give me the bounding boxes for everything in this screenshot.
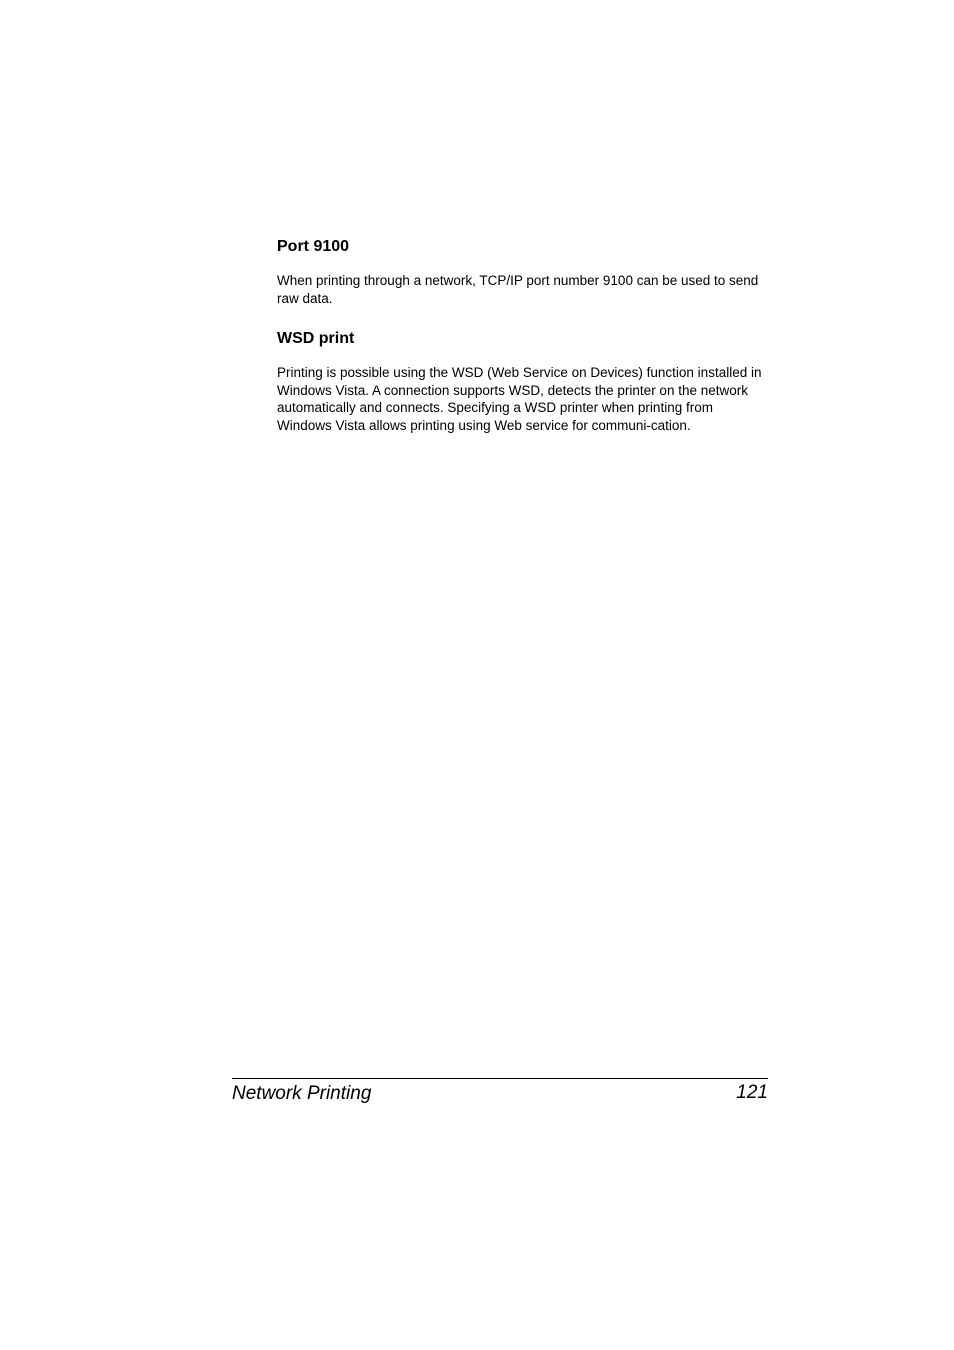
section-body-wsd-print: Printing is possible using the WSD (Web Service on Devices) function installed in Windows Vista. A connection supports WSD, detects the printer on the network automatically and connects. Specifying a WSD printer when printing from Windows Vista allows printing using Web service for communi-cation. [277, 365, 762, 433]
section-heading-port-9100: Port 9100 [277, 238, 350, 255]
footer-chapter-title: Network Printing [232, 1083, 372, 1104]
section-body-port-9100: When printing through a network, TCP/IP port number 9100 can be used to send raw data. [277, 273, 759, 306]
page-content [277, 236, 763, 435]
section-heading-wsd-print: WSD print [277, 330, 355, 348]
page-footer [232, 1078, 768, 1104]
footer-page-number: 121 [736, 1082, 768, 1103]
